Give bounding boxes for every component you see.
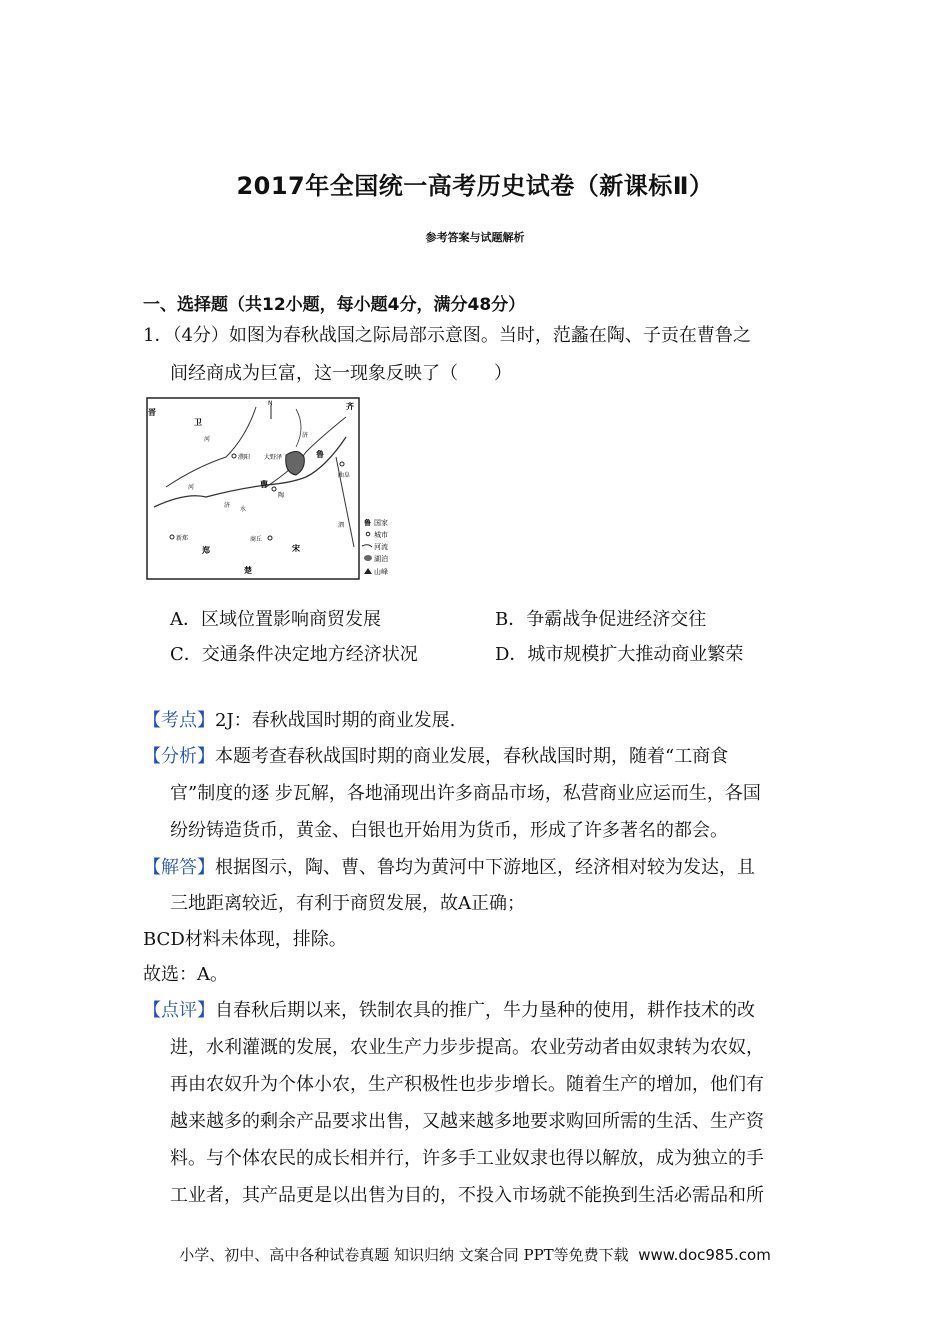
legend-lake: 湖泊 bbox=[374, 555, 388, 563]
option-c: C．交通条件决定地方经济状况 bbox=[170, 644, 418, 665]
dianping-line-1: 自春秋后期以来，铁制农具的推广，牛力垦种的使用，耕作技术的改 bbox=[215, 1000, 755, 1021]
page-title: 2017年全国统一高考历史试卷（新课标Ⅱ） bbox=[236, 172, 714, 200]
label-puyang: 濮阳 bbox=[238, 454, 251, 461]
dianping-line-3: 再由农奴升为个体小农，生产积极性也步步增长。随着生产的增加，他们有 bbox=[170, 1074, 764, 1095]
label-wei: 卫 bbox=[194, 418, 202, 427]
label-chu: 楚 bbox=[244, 566, 252, 575]
jieda-line-1: 根据图示，陶、曹、鲁均为黄河中下游地区，经济相对较为发达，且 bbox=[215, 857, 755, 878]
label-daye: 大野泽 bbox=[264, 454, 283, 461]
fenxi-line-2: 官”制度的逐 步瓦解，各地涌现出许多商品市场，私营商业应运而生，各国 bbox=[170, 783, 761, 804]
footer-text: 小学、初中、高中各种试卷真题 知识归纳 文案合同 PPT等免费下载 bbox=[179, 1246, 629, 1264]
label-north: N bbox=[268, 400, 273, 407]
jieda-tag: 【解答】 bbox=[143, 857, 215, 878]
fenxi-tag: 【分析】 bbox=[143, 746, 215, 767]
question-stem-line-2: 间经商成为巨富，这一现象反映了（ ） bbox=[170, 363, 512, 384]
question-stem-line-1: 1．（4分）如图为春秋战国之际局部示意图。当时，范蠡在陶、子贡在曹鲁之 bbox=[143, 325, 751, 346]
footer-url[interactable]: www.doc985.com bbox=[638, 1246, 771, 1264]
map-frame bbox=[147, 398, 359, 579]
label-he-2: 河 bbox=[204, 436, 211, 443]
kaodian-tag: 【考点】 bbox=[143, 710, 215, 731]
section-heading: 一、选择题（共12小题，每小题4分，满分48分） bbox=[143, 295, 526, 315]
map-legend bbox=[362, 518, 388, 576]
label-cao: 曹 bbox=[260, 480, 268, 489]
label-he: 河 bbox=[188, 484, 195, 491]
page-footer bbox=[0, 1244, 950, 1265]
label-shui: 水 bbox=[240, 506, 247, 513]
kaodian-text: 2J：春秋战国时期的商业发展. bbox=[215, 710, 456, 731]
legend-river: 河流 bbox=[374, 543, 388, 551]
jieda-line-3: BCD材料未体现，排除。 bbox=[143, 929, 347, 950]
dianping-line-2: 进，水利灌溉的发展，农业生产力步步提高。农业劳动者由奴隶转为农奴， bbox=[170, 1037, 764, 1058]
map-figure bbox=[146, 397, 408, 581]
legend-symbol-nation: 鲁 bbox=[364, 519, 371, 527]
label-lu: 鲁 bbox=[316, 450, 324, 459]
label-qufu: 曲阜 bbox=[338, 472, 351, 479]
fenxi-line-1: 本题考查春秋战国时期的商业发展，春秋战国时期，随着“工商食 bbox=[215, 746, 729, 767]
page-subtitle: 参考答案与试题解析 bbox=[425, 231, 525, 244]
dianping-line-5: 料。与个体农民的成长相并行，许多手工业奴隶也得以解放，成为独立的手 bbox=[170, 1148, 764, 1169]
kaodian-row bbox=[143, 709, 455, 733]
label-ji-2: 济 bbox=[302, 432, 309, 439]
label-shangqiu: 商丘 bbox=[250, 536, 263, 543]
legend-nation: 国家 bbox=[374, 519, 388, 527]
label-xinzheng: 新郑 bbox=[176, 535, 189, 542]
label-tao: 陶 bbox=[278, 492, 285, 499]
dianping-line-6: 工业者，其产品更是以出售为目的，不投入市场就不能换到生活必需品和所 bbox=[170, 1185, 764, 1206]
jieda-row bbox=[143, 856, 755, 880]
legend-city: 城市 bbox=[374, 531, 388, 539]
option-b: B．争霸战争促进经济交往 bbox=[495, 609, 707, 630]
legend-mountain: 山峰 bbox=[374, 568, 388, 576]
fenxi-line-3: 纷纷铸造货币，黄金、白银也开始用为货币，形成了许多著名的都会。 bbox=[170, 820, 728, 841]
label-ji-1: 济 bbox=[224, 502, 231, 509]
jieda-line-4: 故选：A。 bbox=[143, 964, 228, 985]
jieda-line-2: 三地距离较近，有利于商贸发展，故A正确； bbox=[170, 893, 525, 914]
label-song: 宋 bbox=[292, 544, 300, 553]
dianping-tag: 【点评】 bbox=[143, 1000, 215, 1021]
label-qi: 齐 bbox=[346, 402, 354, 411]
label-si: 泗 bbox=[338, 522, 345, 529]
label-zheng: 郑 bbox=[202, 546, 210, 555]
label-jin: 晋 bbox=[148, 408, 156, 417]
fenxi-row bbox=[143, 745, 728, 769]
option-d: D．城市规模扩大推动商业繁荣 bbox=[495, 644, 744, 665]
dianping-line-4: 越来越多的剩余产品要求出售，又越来越多地要求购回所需的生活、生产资 bbox=[170, 1111, 764, 1132]
option-a: A．区域位置影响商贸发展 bbox=[170, 609, 381, 630]
dianping-row bbox=[143, 999, 755, 1023]
